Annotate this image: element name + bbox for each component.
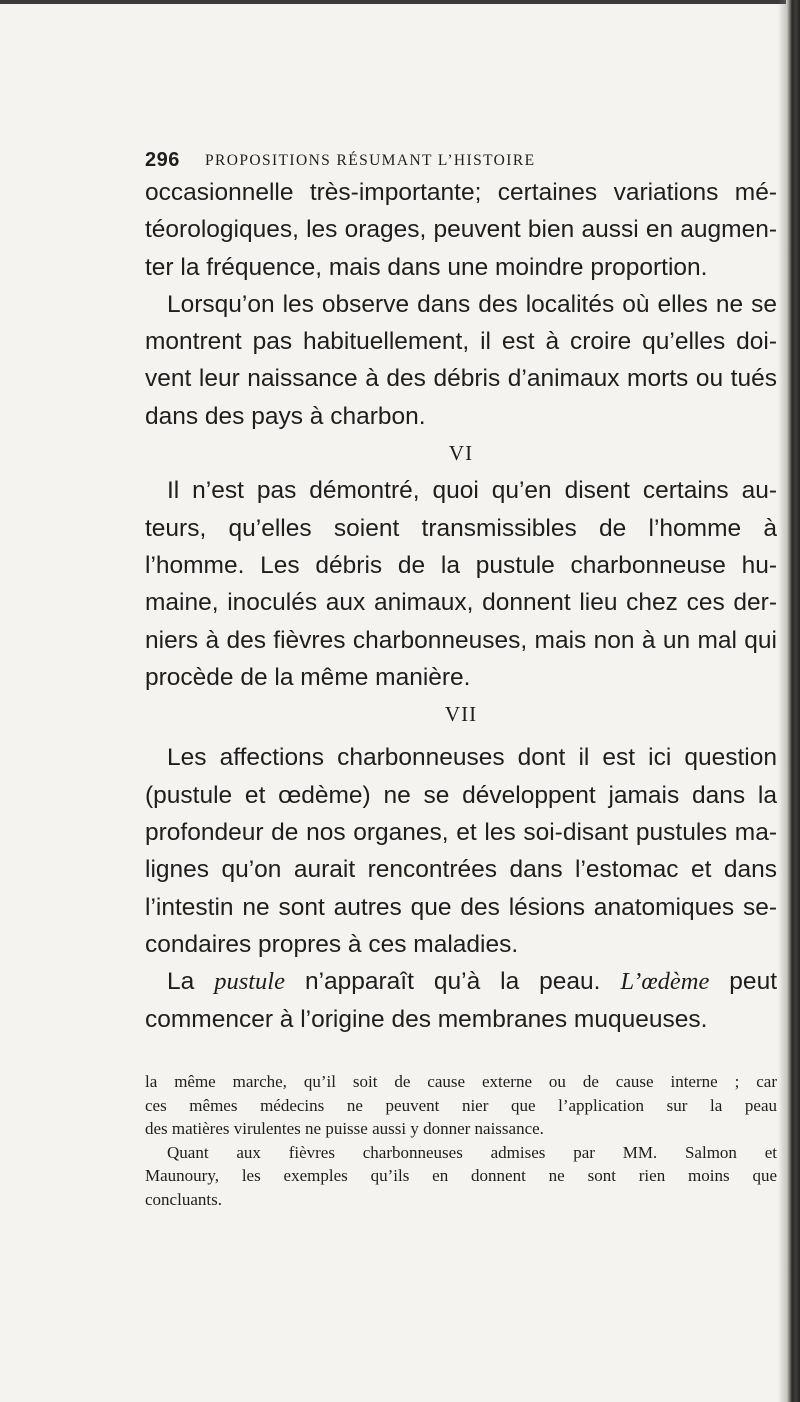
text-line: dans des pays à charbon. [145, 402, 426, 430]
text-line: Les affections charbonneuses dont il est ici question [167, 744, 777, 772]
note-line: ces mêmes médecins ne peuvent nier que l’application sur la peau [145, 1095, 777, 1115]
note-line: la même marche, qu’il soit de cause externe ou de cause interne ; car [145, 1072, 777, 1091]
top-rule [0, 0, 800, 4]
text-line: lignes qu’on aurait rencontrées dans l’estomac et dans [145, 856, 777, 884]
section-heading-vii: VII [444, 702, 478, 727]
text-line: occasionnelle très-importante; certaines variations mé- [145, 179, 777, 206]
running-head [145, 149, 777, 173]
page-number: 296 [145, 149, 180, 171]
text-line-mixed [145, 963, 777, 1000]
text-line: procède de la même manière. [145, 663, 471, 691]
text-line: téorologiques, les orages, peuvent bien aussi en augmen- [145, 216, 777, 244]
text-line: niers à des fièvres charbonneuses, mais non à un mal qui [145, 626, 777, 654]
note-line: concluants. [145, 1189, 222, 1209]
text-line: commencer à l’origine des membranes muqueuses. [145, 1005, 708, 1033]
text-line: profondeur de nos organes, et les soi-disant pustules ma- [145, 819, 777, 847]
text-line: teurs, qu’elles soient transmissibles de l’homme à [145, 514, 777, 542]
text-line: Lorsqu’on les observe dans des localités où elles ne se [167, 290, 777, 318]
text-line: Il n’est pas démontré, quoi qu’en disent certains au- [167, 477, 777, 505]
text-line: vent leur naissance à des débris d’animaux morts ou tués [145, 365, 777, 393]
text-line: l’intestin ne sont autres que des lésions anatomiques se- [145, 893, 777, 921]
text-run: n’apparaît qu’à la peau. [285, 968, 621, 996]
page-edge [786, 0, 800, 1402]
note-line: Maunoury, les exemples qu’ils en donnent ne sont rien moins que [145, 1166, 777, 1186]
text-line: condaires propres à ces maladies. [145, 930, 519, 958]
italic-term-pustule: pustule [214, 968, 285, 996]
text-run: peut [709, 968, 777, 996]
note-line: Quant aux fièvres charbonneuses admises par MM. Salmon et [167, 1142, 777, 1162]
text-line: montrent pas habituellement, il est à croire qu’elles doi- [145, 328, 777, 356]
text-run: La [167, 968, 215, 996]
body-text [145, 174, 777, 1038]
note-block [145, 1070, 777, 1212]
running-head-title: PROPOSITIONS RÉSUMANT L’HISTOIRE [205, 152, 536, 169]
note-line: des matières virulentes ne puisse aussi y donner naissance. [145, 1119, 544, 1139]
binding-shadow [778, 0, 786, 1402]
text-line: maine, inoculés aux animaux, donnent lieu chez ces der- [145, 589, 777, 617]
text-line: l’homme. Les débris de la pustule charbonneuse hu- [145, 551, 777, 579]
text-line: ter la fréquence, mais dans une moindre proportion. [145, 253, 708, 281]
section-heading-vi: VI [448, 441, 474, 466]
text-line: (pustule et œdème) ne se développent jamais dans la [145, 781, 777, 809]
italic-term-oedeme: L’œdème [620, 968, 710, 996]
